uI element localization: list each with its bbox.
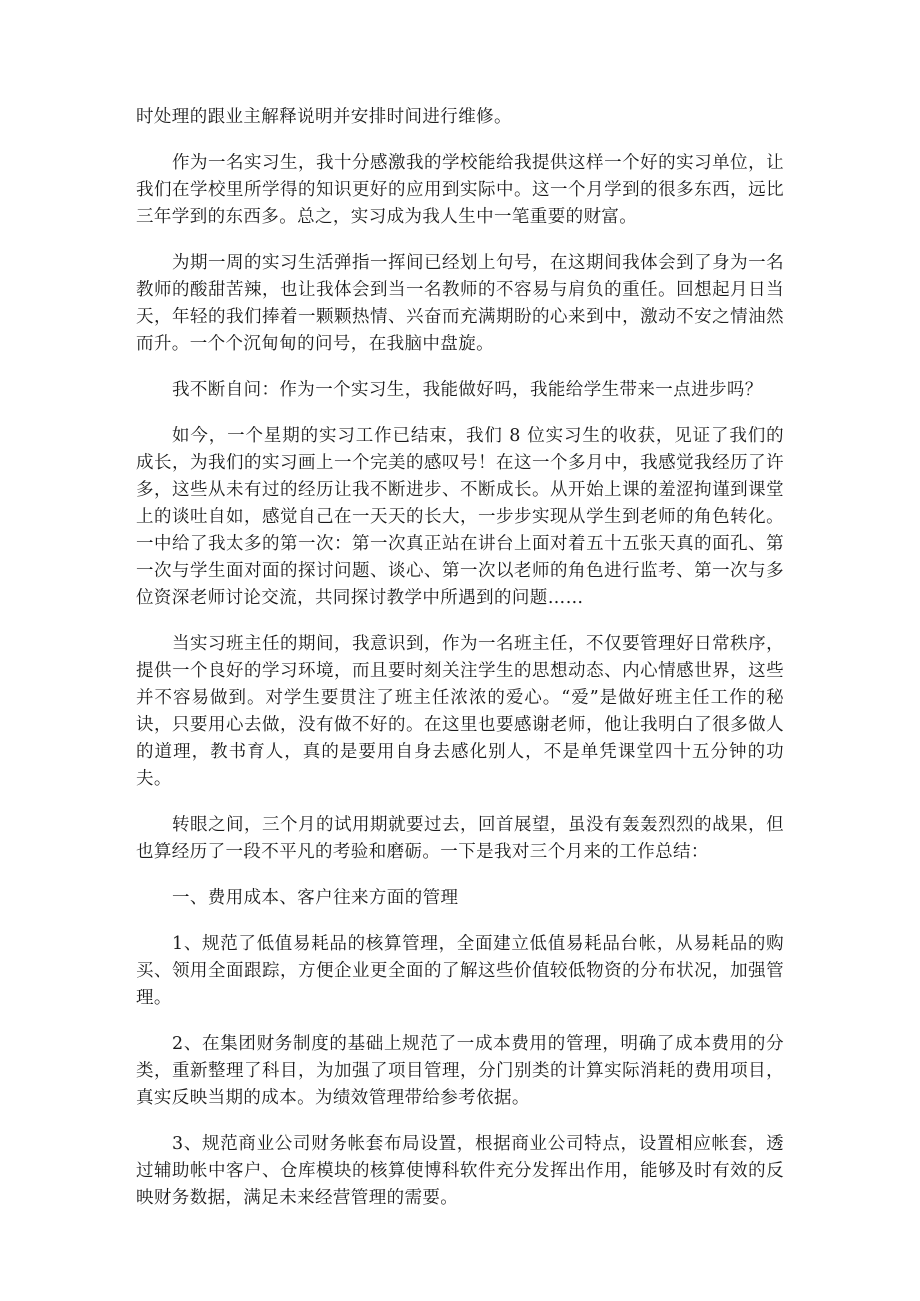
paragraph-7: 转眼之间，三个月的试用期就要过去，回首展望，虽没有轰轰烈烈的战果，但也算经历了一段不平凡的考验和磨砺。一下是我对三个月来的工作总结： (136, 815, 784, 862)
paragraph-5: 如今，一个星期的实习工作已结束，我们 8 位实习生的收获，见证了我们的成长，为我们的实习画上一个完美的感叹号！在这一个多月中，我感觉我经历了许多，这些从未有过的经历让我不断进步、不断成长。从开始上课的羞涩拘谨到课堂上的谈吐自如，感觉自己在一天天的长大，一步步实现从学生到老师的角色转化。一中给了我太多的第一次：第一次真正站在讲台上面对着五十五张天真的面孔、第一次与学生面对面的探讨问题、谈心、第一次以老师的角色进行监考、第一次与多位资深老师讨论交流，共同探讨教学中所遇到的问题…… (136, 426, 784, 608)
section-heading: 一、费用成本、客户往来方面的管理 (172, 888, 459, 908)
document-body (136, 104, 784, 1231)
paragraph-3: 为期一周的实习生活弹指一挥间已经划上句号，在这期间我体会到了身为一名教师的酸甜苦辣，也让我体会到当一名教师的不容易与肩负的重任。回想起月日当天，年轻的我们捧着一颗颗热情、兴奋而充满期盼的心来到中，激动不安之情油然而升。一个个沉甸甸的问号，在我脑中盘旋。 (136, 253, 784, 354)
list-item-2: 2、在集团财务制度的基础上规范了一成本费用的管理，明确了成本费用的分类，重新整理了科目，为加强了项目管理，分门别类的计算实际消耗的费用项目，真实反映当期的成本。为绩效管理带给参考依据。 (136, 1034, 784, 1108)
paragraph-1: 时处理的跟业主解释说明并安排时间进行维修。 (136, 107, 512, 127)
paragraph-2: 作为一名实习生，我十分感激我的学校能给我提供这样一个好的实习单位，让我们在学校里所学得的知识更好的应用到实际中。这一个月学到的很多东西，远比三年学到的东西多。总之，实习成为我人生中一笔重要的财富。 (136, 153, 784, 227)
paragraph-4: 我不断自问：作为一个实习生，我能做好吗，我能给学生带来一点进步吗？ (172, 380, 763, 400)
list-item-3: 3、规范商业公司财务帐套布局设置，根据商业公司特点，设置相应帐套，透过辅助帐中客户、仓库模块的核算使博科软件充分发挥出作用，能够及时有效的反映财务数据，满足未来经营管理的需要。 (136, 1134, 784, 1208)
list-item-1: 1、规范了低值易耗品的核算管理，全面建立低值易耗品台帐，从易耗品的购买、领用全面跟踪，方便企业更全面的了解这些价值较低物资的分布状况，加强管理。 (136, 934, 784, 1008)
paragraph-6: 当实习班主任的期间，我意识到，作为一名班主任，不仅要管理好日常秩序，提供一个良好的学习环境，而且要时刻关注学生的思想动态、内心情感世界，这些并不容易做到。对学生要贯注了班主任浓浓的爱心。“爱”是做好班主任工作的秘诀，只要用心去做，没有做不好的。在这里也要感谢老师，他让我明白了很多做人的道理，教书育人，真的是要用自身去感化别人，不是单凭课堂四十五分钟的功夫。 (136, 634, 784, 789)
